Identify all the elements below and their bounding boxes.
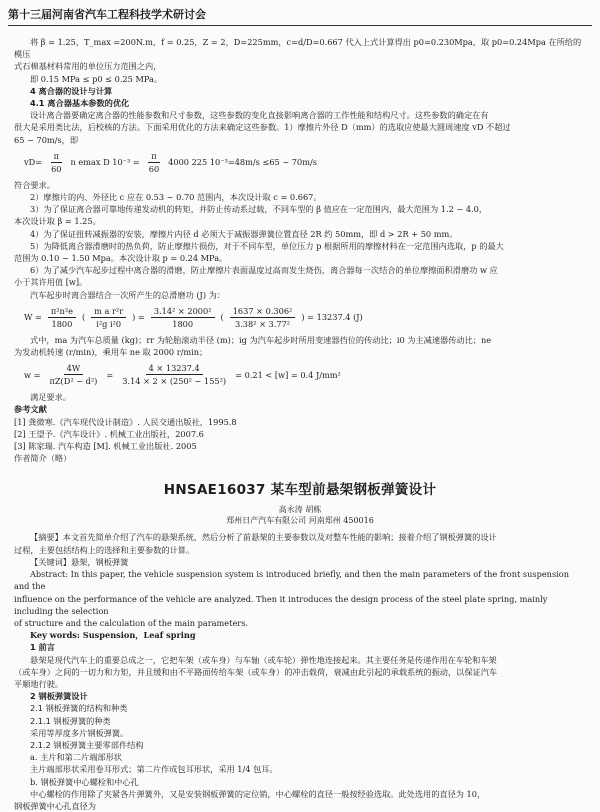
eq1-frac2: $\frac{\pi}{60}$ <box>148 150 160 174</box>
paragraph-line: 中心螺栓的作用除了夹紧各片弹簧外，又是安装钢板弹簧的定位销，中心螺栓的直径一般按经验选取。此处选用的直径为 10， <box>30 788 486 799</box>
article-authors: 高永涛 胡栋 <box>278 505 322 515</box>
list-item: 4）为了保证扭转减振器的安装，摩擦片内径 d 必须大于减振器弹簧位置直径 2R 约 50mm，即 d > 2R + 50 mm。 <box>30 228 458 239</box>
eq1-lhs: vD= <box>24 157 43 168</box>
section-heading: 1 前言 <box>30 642 55 653</box>
intro-line: 式石棉基材料常用的单位压力范围之内， <box>14 61 162 72</box>
subsection-heading: 4.1 离合器基本参数的优化 <box>30 98 130 109</box>
abstract-cn: 【摘要】本文首先简单介绍了汽车的悬架系统，然后分析了前悬架的主要参数以及对整车性能的影响；接着介绍了钢板弹簧的设计 <box>30 532 497 543</box>
paragraph-line: 悬架是现代汽车上的重要总成之一，它把车架（或车身）与车轴（或车轮）弹性地连接起来。其主要任务是传递作用在车轮和车架 <box>30 654 497 665</box>
list-item: 汽车起步时离合器结合一次所产生的总滑磨功 (J) 为： <box>30 289 226 300</box>
intro-line: 将 β = 1.25，T_max =200N.m，f = 0.25，Z = 2，D=225mm，c=d/D=0.667 代入上式计算得出 p0=0.230Mpa，取 p0=0.24Mpa 在所给的模压 <box>14 37 582 60</box>
paragraph-line: 65 ~ 70m/s，即 <box>14 134 79 145</box>
list-item: 范围为 0.10 ~ 1.50 Mpa。本次设计取 p = 0.24 MPa。 <box>14 253 228 264</box>
intro-line: 即 0.15 MPa ≤ p0 ≤ 0.25 MPa。 <box>30 73 163 84</box>
paragraph-line: 主片端部形状采用卷耳形式；第二片作成包耳形状，采用 1/4 包耳。 <box>30 764 278 775</box>
keywords-en: Key words: Suspension，Leaf spring <box>30 630 196 641</box>
equation-explanation: 为发动机转速 (r/min)，乘用车 ne 取 2000 r/min； <box>14 347 208 358</box>
list-item: 3）为了保证离合器可靠地传递发动机的转矩，并防止传动系过载，不同车型的 β 值应在一定范围内，最大范围为 1.2 ~ 4.0， <box>30 204 488 215</box>
author-bio: 作者简介（略） <box>14 453 72 464</box>
list-item: 本次设计取 β = 1.25。 <box>14 216 101 227</box>
abstract-cn: 过程，主要包括结构上的选择和主要参数的计算。 <box>14 544 195 555</box>
subsection-heading: 2.1.2 钢板弹簧主要零部件结构 <box>30 739 144 750</box>
article-affiliation: 郑州日产汽车有限公司 河南郑州 450016 <box>226 516 374 526</box>
reference-item: [2] 王望予.《汽车设计》. 机械工业出版社，2007.6 <box>14 428 204 439</box>
list-item: 6）为了减少汽车起步过程中离合器的滑磨，防止摩擦片表面温度过高而发生烧伤，离合器每一次结合的单位摩擦面积滑磨功 w 应 <box>30 265 498 276</box>
paragraph-line: 设计离合器要确定离合器的性能参数和尺寸参数，这些参数的变化直接影响离合器的工作性能和结构尺寸。这些参数的确定在有 <box>30 110 489 121</box>
item-heading: b. 钢板弹簧中心螺栓和中心孔 <box>30 776 139 787</box>
abstract-en: Abstract: In this paper, the vehicle suspension system is introduced briefly, and then the main parameters of the front suspension and the <box>14 569 569 592</box>
list-item: 2）摩擦片的内、外径比 c 应在 0.53 ~ 0.70 范围内，本次设计取 c = 0.667。 <box>30 192 322 203</box>
reference-item: [3] 陈家瑞. 汽车构造 [M]. 机械工业出版社. 2005 <box>14 441 197 452</box>
paragraph-line: 采用等厚度多片钢板弹簧。 <box>30 727 129 738</box>
list-item: 小于其许用值 [w]。 <box>14 277 88 288</box>
eq1-mid: n emax D 10⁻³ = <box>70 157 140 168</box>
section-heading: 2 钢板弹簧设计 <box>30 691 88 702</box>
equation-explanation: 式中，ma 为汽车总质量 (kg)；rr 为轮胎滚动半径 (m)；ig 为汽车起步时所用变速器挡位的传动比；i0 为主减速器传动比；ne <box>30 334 492 345</box>
list-item: 5）为降低离合器滑磨时的热负荷，防止摩擦片损伤，对于不同车型，单位压力 p 根据所用的摩擦材料在一定范围内选取，p 的最大 <box>30 240 504 251</box>
subsection-heading: 2.1 钢板弹簧的结构和种类 <box>30 703 128 714</box>
item-heading: a. 主片和第二片端部形状 <box>30 752 122 763</box>
equation-work: W = $\frac{\text{π²n²e}}{1800}$ ( $\frac{\text{m a r²r}}{\text{i²g i²0}}$ ) = $\frac{\text{3.14² × 2000²}}{1800}$ ( $\frac{\text{1637 × 0.306²}}{\text{3.38² × 3.77²}}$ ) = 13237.4 (J) <box>24 305 363 329</box>
section-heading: 4 离合器的设计与计算 <box>30 85 113 96</box>
equation-unit-work: w = $\frac{4W}{\text{πZ(D² − d²)}}$ = $\frac{4 \times 13237.4}{\text{3.14 × 2 × (250² − 155²)}}$ = 0.21 < [w] = 0.4 J/mm² <box>24 363 341 387</box>
eq1-rhs: 4000 225 10⁻³=48m/s ≤65 ~ 70m/s <box>168 157 317 168</box>
abstract-en: influence on the performance of the vehicle are analyzed. Then it introduces the design process of the steel plate spring, mainly including the selection <box>14 593 548 616</box>
paragraph-line: 平顺地行驶。 <box>14 678 64 689</box>
paragraph-line: 很大是采用类比法，后校核的方法。下面采用优化的方法来确定这些参数。1）摩擦片外径 D（mm）的选取应使最大圆周速度 vD 不超过 <box>14 122 511 133</box>
eq1-frac1: $\frac{\pi}{60}$ <box>51 150 62 174</box>
page-body <box>14 36 586 812</box>
article-title: HNSAE16037 某车型前悬架钢板弹簧设计 <box>163 482 437 499</box>
reference-item: [1] 龚微寒.《汽车现代设计制造》. 人民交通出版社，1995.8 <box>14 416 237 427</box>
keywords-cn: 【关键词】悬架，钢板弹簧 <box>30 556 129 567</box>
running-header: 第十三届河南省汽车工程科技学术研讨会 <box>8 6 592 26</box>
subsection-heading: 2.1.1 钢板弹簧的种类 <box>30 715 111 726</box>
equation-velocity <box>24 150 586 175</box>
paragraph-line: 钢板弹簧中心孔直径为 <box>14 800 96 811</box>
references-heading: 参考文献 <box>14 404 47 415</box>
list-item: 符合要求。 <box>14 179 55 190</box>
abstract-en: of structure and the calculation of the main parameters. <box>14 617 249 628</box>
paragraph-line: （或车身）之间的一切力和力矩，并且缓和由不平路面传给车架（或车身）的冲击载荷，衰减由此引起的承载系统的振动，以保证汽车 <box>14 666 498 677</box>
conclusion: 满足要求。 <box>30 392 71 403</box>
